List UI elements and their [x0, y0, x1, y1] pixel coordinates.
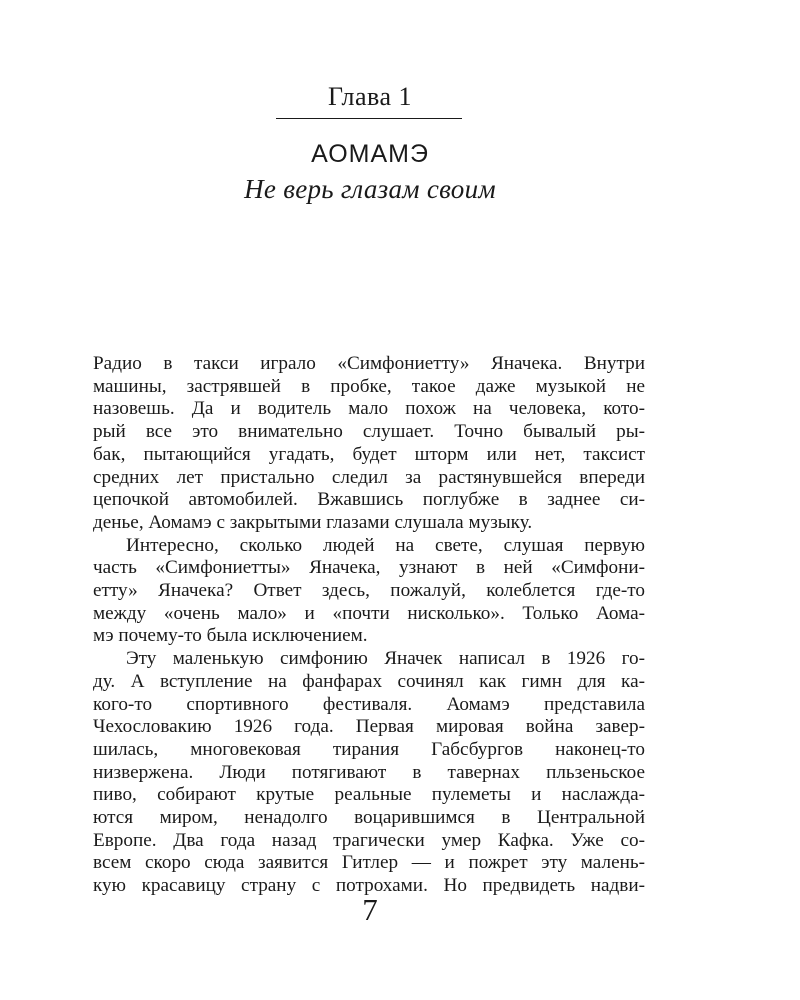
text-line: пиво, собирают крутые реальные пулеметы и наслажда-	[93, 784, 645, 806]
text-line: Радио в такси играло «Симфониетту» Яначека. Внутри	[93, 353, 645, 374]
text-line: всем скоро сюда заявится Гитлер — и пожрет эту малень-	[93, 852, 645, 874]
text-line: средних лет пристально следил за растянувшейся впереди	[93, 466, 645, 488]
text-line: етту» Яначека? Ответ здесь, пожалуй, колеблется где-то	[93, 580, 645, 602]
chapter-divider	[276, 118, 462, 119]
text-line: ются миром, ненадолго воцарившимся в Центральной	[93, 807, 645, 829]
text-line: ду. А вступление на фанфарах сочинял как гимн для ка-	[93, 670, 645, 692]
text-line: низвержена. Люди потягивают в тавернах пльзеньское	[93, 761, 645, 783]
text-line: машины, застрявшей в пробке, такое даже музыкой не	[93, 375, 645, 397]
text-line: рый все это внимательно слушает. Точно бывалый ры-	[93, 421, 645, 443]
text-line: кую красавицу страну с потрохами. Но предвидеть надви-	[93, 875, 645, 897]
text-line: мэ почему-то была исключением.	[93, 625, 368, 647]
text-line: назовешь. Да и водитель мало похож на человека, кото-	[93, 398, 645, 420]
paragraph-3	[93, 648, 645, 898]
chapter-label: Глава 1	[327, 82, 413, 111]
paragraph-2	[93, 535, 645, 649]
page-number: 7	[362, 892, 378, 927]
text-line: часть «Симфониетты» Яначека, узнают в ней «Симфони-	[93, 557, 645, 579]
text-line: между «очень мало» и «почти нисколько». Только Аома-	[93, 602, 645, 624]
text-line: кого-то спортивного фестиваля. Аомамэ представила	[93, 693, 645, 715]
text-line: Чехословакию 1926 года. Первая мировая война завер-	[93, 716, 645, 738]
text-line: бак, пытающийся угадать, будет шторм или нет, таксист	[93, 443, 645, 465]
text-line: Эту маленькую симфонию Яначек написал в 1926 го-	[126, 648, 645, 670]
text-line: шилась, многовековая тирания Габсбургов наконец-то	[93, 738, 645, 760]
text-line: Европе. Два года назад трагически умер Кафка. Уже со-	[93, 829, 645, 851]
chapter-title: АОМАМЭ	[311, 140, 429, 168]
chapter-subtitle: Не верь глазам своим	[244, 174, 496, 204]
paragraph-1	[93, 353, 645, 535]
text-line: Интересно, сколько людей на свете, слушая первую	[126, 534, 645, 556]
text-line: денье, Аомамэ с закрытыми глазами слушала музыку.	[93, 511, 533, 533]
body-text	[93, 353, 645, 898]
text-line: цепочкой автомобилей. Вжавшись поглубже в заднее си-	[93, 489, 645, 511]
